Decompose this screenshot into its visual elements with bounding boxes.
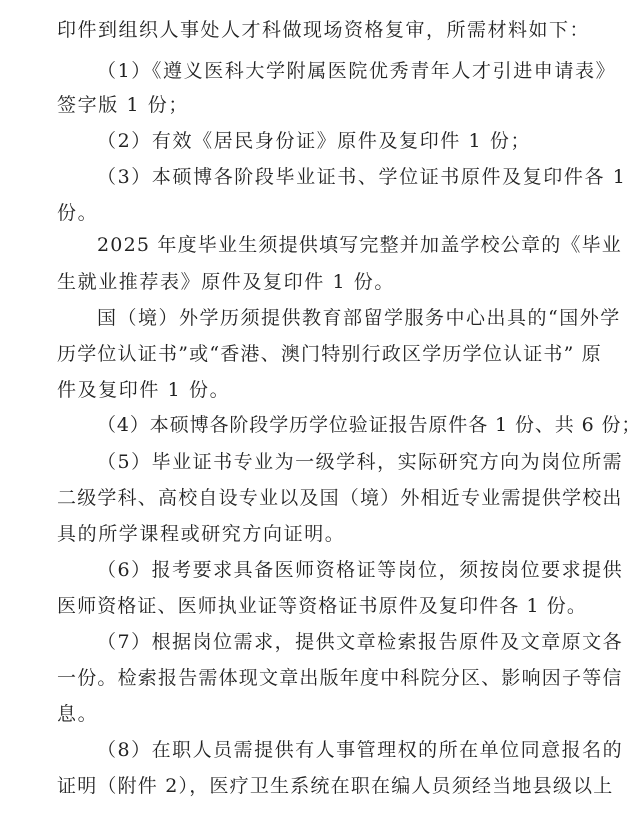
text-line-12: （4）本硕博各阶段学历学位验证报告原件各 1 份、共 6 份； — [97, 414, 642, 436]
text-line-20: 息。 — [57, 703, 99, 725]
text-line-17: 医师资格证、医师执业证等资格证书原件及复印件各 1 份。 — [57, 595, 587, 617]
text-line-18: （7）根据岗位需求，提供文章检索报告原件及文章原文各 — [97, 631, 624, 653]
text-line-15: 具的所学课程或研究方向证明。 — [57, 523, 346, 545]
text-line-16: （6）报考要求具备医师资格证等岗位，须按岗位要求提供 — [97, 559, 624, 581]
text-line-13: （5）毕业证书专业为一级学科，实际研究方向为岗位所需 — [97, 451, 624, 473]
text-line-9: 国（境）外学历须提供教育部留学服务中心出具的“国外学 — [97, 307, 621, 329]
text-line-21: （8）在职人员需提供有人事管理权的所在单位同意报名的 — [97, 739, 624, 761]
text-line-7: 2025 年度毕业生须提供填写完整并加盖学校公章的《毕业 — [97, 234, 622, 256]
text-line-19: 一份。检索报告需体现文章出版年度中科院分区、影响因子等信 — [57, 667, 623, 689]
text-line-4: （2）有效《居民身份证》原件及复印件 1 份； — [97, 130, 532, 152]
text-line-3: 签字版 1 份； — [57, 94, 189, 116]
text-line-2: （1）《遵义医科大学附属医院优秀青年人才引进申请表》 — [97, 60, 617, 82]
text-line-22: 证明（附件 2），医疗卫生系统在职在编人员须经当地县级以上 — [57, 775, 614, 797]
text-line-1: 印件到组织人事处人才科做现场资格复审，所需材料如下： — [57, 19, 591, 41]
text-line-11: 件及复印件 1 份。 — [57, 379, 231, 401]
text-line-10: 历学位认证书”或“香港、澳门特别行政区学历学位认证书” 原 — [57, 343, 602, 365]
text-line-6: 份。 — [57, 202, 99, 224]
text-line-14: 二级学科、高校自设专业以及国（境）外相近专业需提供学校出 — [57, 487, 623, 509]
text-line-5: （3）本硕博各阶段毕业证书、学位证书原件及复印件各 1 — [97, 166, 627, 188]
text-line-8: 生就业推荐表》原件及复印件 1 份。 — [57, 271, 395, 293]
